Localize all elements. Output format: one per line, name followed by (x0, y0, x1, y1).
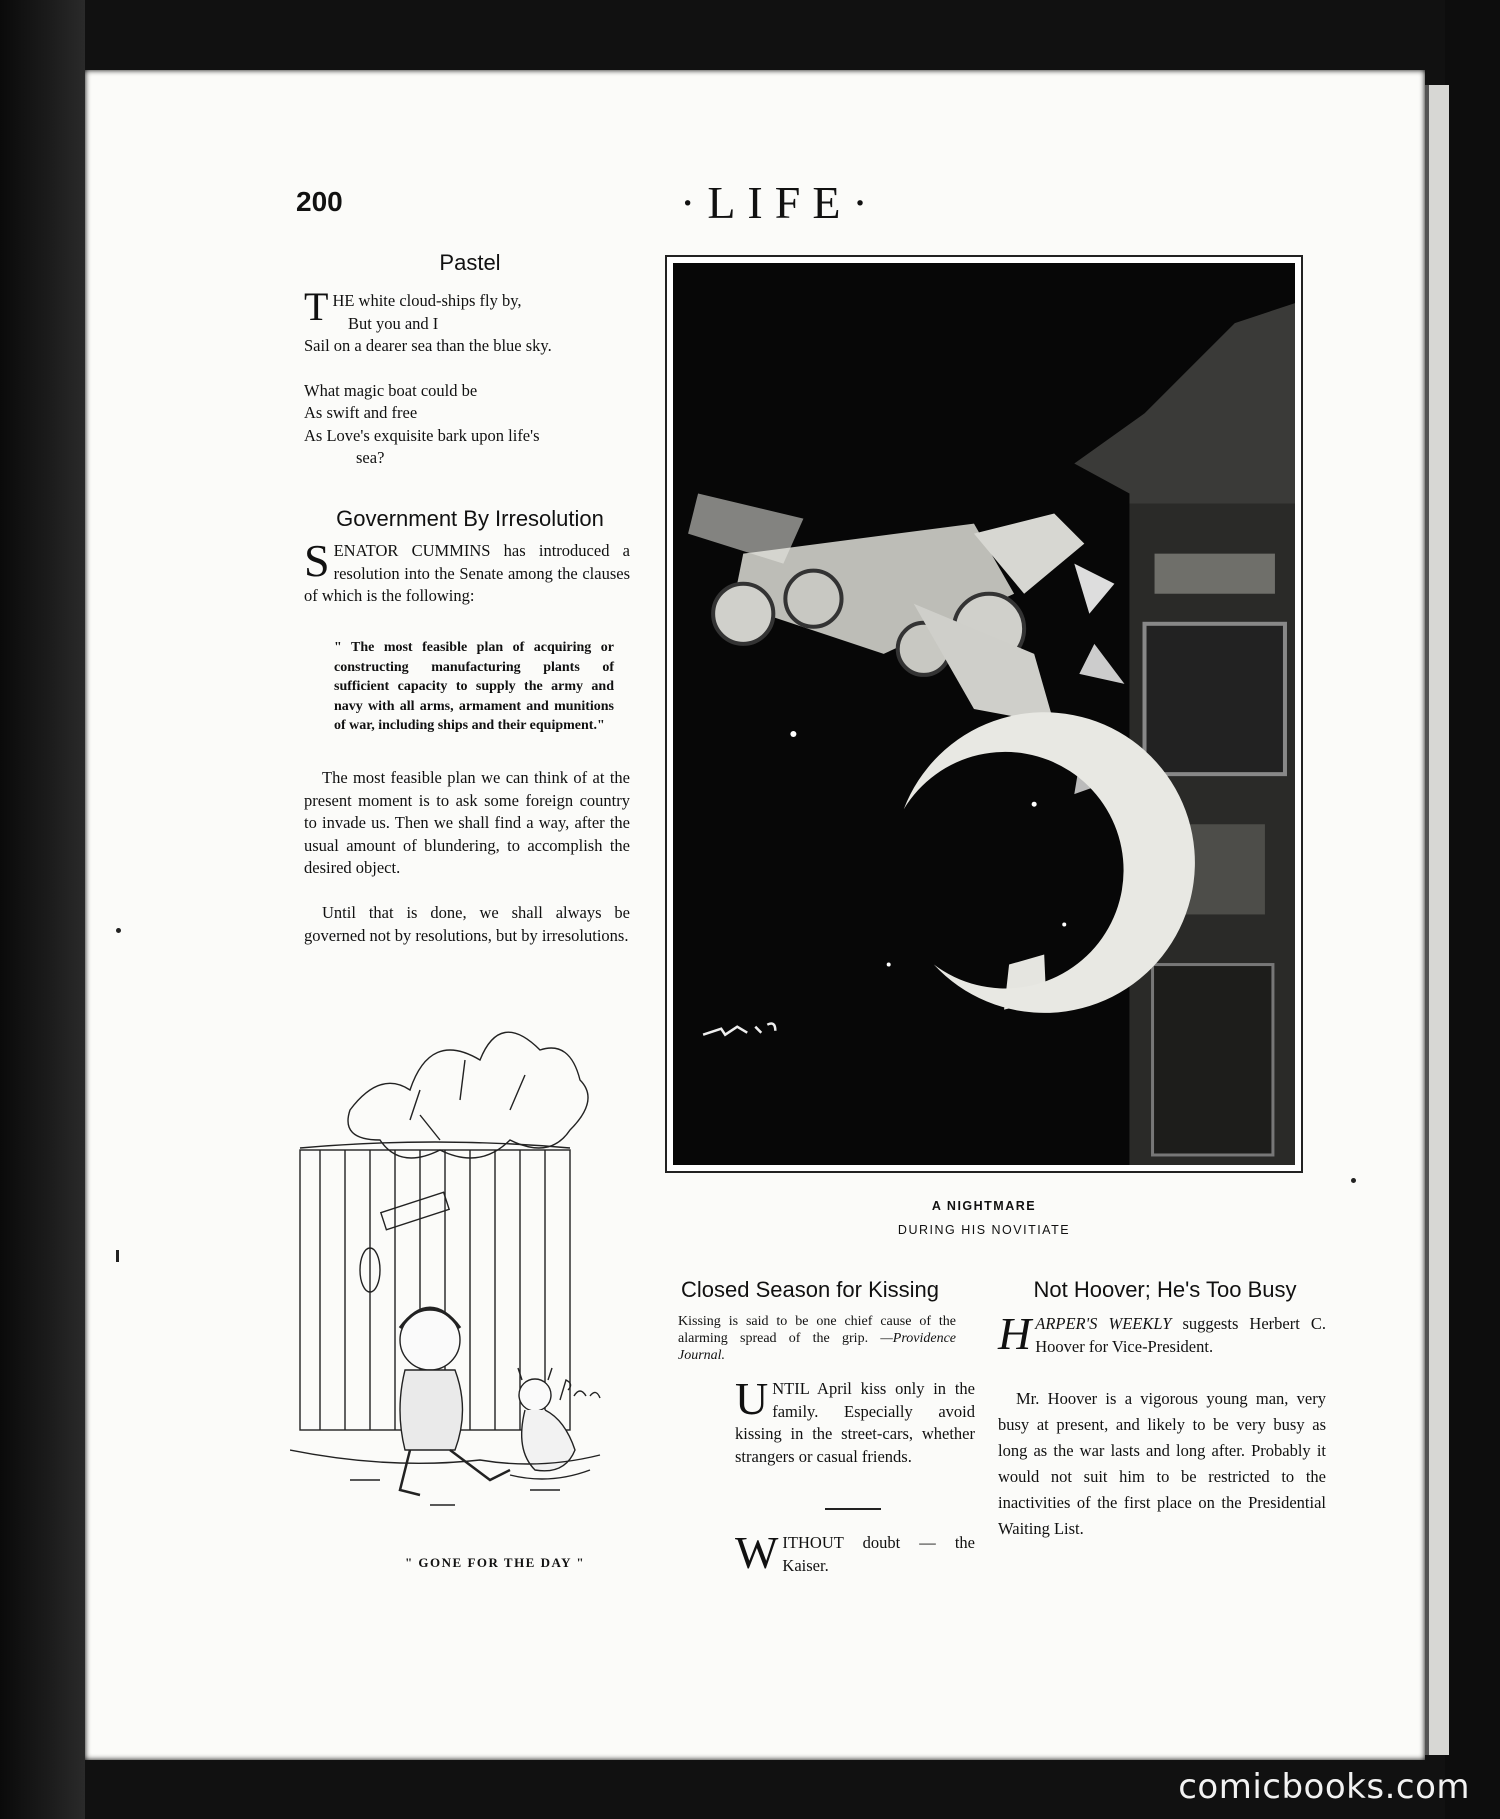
site-watermark: comicbooks.com (1178, 1767, 1470, 1807)
poem-line: What magic boat could be (304, 380, 478, 400)
poem-line: HE white cloud-ships fly by, (332, 291, 522, 310)
nightmare-illustration (665, 255, 1303, 1173)
poem-line: Sail on a dearer sea than the blue sky. (304, 336, 552, 355)
print-speck (1351, 1178, 1356, 1183)
irresolution-intro-text: ENATOR CUMMINS has introduced a resolution into the Senate among the clauses of which is the following: (304, 541, 630, 605)
page-number: 200 (296, 186, 343, 217)
dropcap: H (998, 1308, 1032, 1359)
pastel-poem (304, 284, 634, 470)
gone-for-the-day-cartoon (290, 1000, 710, 1540)
irresolution-title: Government By Irresolution (336, 506, 604, 531)
illustration-caption-1: A NIGHTMARE (931, 1199, 1037, 1213)
cartoon-caption: " GONE FOR THE DAY " (404, 1555, 586, 1570)
masthead-title: ·LIFE· (680, 177, 880, 228)
hoover-publication: ARPER'S WEEKLY (1035, 1314, 1172, 1333)
cartoon-svg (290, 1000, 710, 1540)
poem-line: But you and I (348, 313, 439, 333)
poem-line: As Love's exquisite bark upon life's (304, 425, 540, 445)
illustration-svg (673, 263, 1295, 1165)
irresolution-para1: The most feasible plan we can think of at the present moment is to ask some foreign country to invade us. Then we shall find a way, after the usual amount of blundering, to accomplish the desired object. (304, 768, 630, 877)
irresolution-quote: " The most feasible plan of acquiring or constructing manufacturing plants of sufficient capacity to supply the army and navy with all arms, armament and munitions of war, including ships and their equipment." (334, 640, 614, 733)
section-divider (825, 1508, 881, 1510)
poem-line: sea? (356, 448, 385, 467)
kissing-body (735, 1373, 975, 1468)
hoover-title: Not Hoover; He's Too Busy (1033, 1277, 1297, 1302)
kissing-epigraph-text: Kissing is said to be one chief cause of the alarming spread of the grip. (678, 1314, 956, 1346)
kissing-kaiser-text: ITHOUT doubt — the Kaiser. (782, 1533, 975, 1575)
scan-border-left (0, 0, 85, 1819)
dropcap: S (304, 535, 330, 586)
kissing-epigraph-source: —Providence Journal. (678, 1331, 957, 1363)
hoover-para: Mr. Hoover is a vigorous young man, very busy at present, and likely to be very busy as long as the war lasts and long after. Probably it would not suit him to be restricted to the inactivities of the first place on the Presidential Waiting List. (998, 1389, 1326, 1538)
poem-line: As swift and free (304, 403, 418, 422)
hoover-intro (998, 1308, 1326, 1359)
hoover-intro-text: suggests Herbert C. Hoover for Vice-President. (1035, 1314, 1326, 1356)
kissing-kaiser (735, 1527, 975, 1578)
irresolution-para2: Until that is done, we shall always be governed not by resolutions, but by irresolutions. (304, 903, 630, 945)
irresolution-intro (304, 535, 630, 608)
scan-border-right (1445, 0, 1500, 1819)
kissing-body-text: NTIL April kiss only in the family. Especially avoid kissing in the street-cars, whether strangers or casual friends. (735, 1379, 975, 1466)
kissing-epigraph (678, 1313, 956, 1364)
dropcap: W (735, 1527, 779, 1578)
print-speck (116, 1250, 119, 1262)
pastel-title: Pastel (439, 250, 501, 275)
illustration-caption-2: DURING HIS NOVITIATE (897, 1223, 1071, 1237)
dropcap: T (304, 284, 329, 329)
print-speck (116, 928, 121, 933)
next-page-edge (1425, 85, 1449, 1755)
dropcap: U (735, 1373, 769, 1424)
kissing-title: Closed Season for Kissing (680, 1277, 940, 1302)
